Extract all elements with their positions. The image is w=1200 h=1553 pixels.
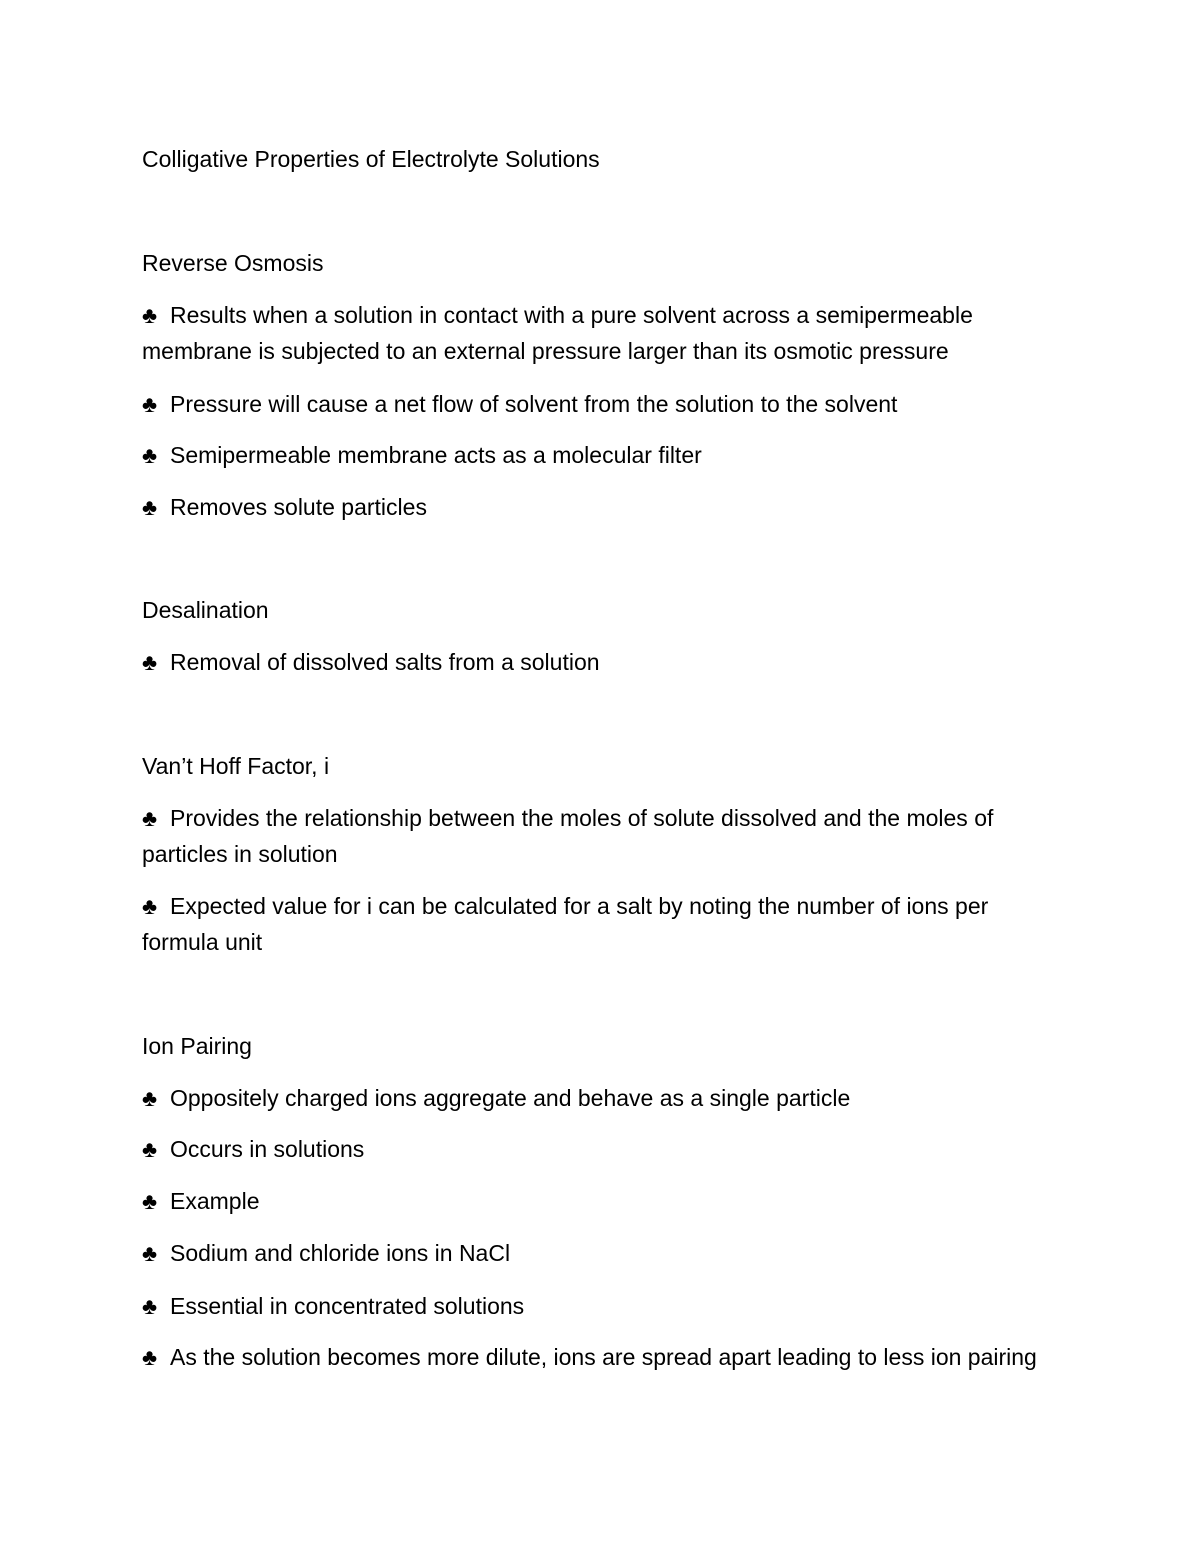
bullet-text: Oppositely charged ions aggregate and behave as a single particle (170, 1085, 851, 1111)
club-bullet-icon: ♣ (142, 494, 158, 520)
bullet-text: Expected value for i can be calculated for a salt by noting the number of ions per formula unit (142, 893, 989, 955)
bullet-text: As the solution becomes more dilute, ions are spread apart leading to less ion pairing (170, 1344, 1037, 1370)
bullet-text: Semipermeable membrane acts as a molecular filter (170, 442, 702, 468)
club-bullet-icon: ♣ (142, 893, 158, 919)
bullet-item (142, 1339, 1062, 1375)
document-title: Colligative Properties of Electrolyte Solutions (142, 146, 600, 172)
bullet-item (142, 800, 1062, 872)
bullet-item (142, 386, 1062, 422)
bullet-item (142, 489, 1062, 525)
club-bullet-icon: ♣ (142, 442, 158, 468)
club-bullet-icon: ♣ (142, 1136, 158, 1162)
bullet-item (142, 1235, 1062, 1271)
bullet-item (142, 1183, 1062, 1219)
bullet-text: Removes solute particles (170, 494, 427, 520)
bullet-item (142, 1080, 1062, 1116)
bullet-text: Example (170, 1188, 260, 1214)
bullet-text: Pressure will cause a net flow of solvent from the solution to the solvent (170, 391, 898, 417)
section-heading-desalination: Desalination (142, 597, 269, 623)
club-bullet-icon: ♣ (142, 1240, 158, 1266)
bullet-item (142, 297, 1062, 369)
bullet-text: Provides the relationship between the moles of solute dissolved and the moles of particles in solution (142, 805, 994, 867)
bullet-item (142, 888, 1062, 960)
club-bullet-icon: ♣ (142, 649, 158, 675)
bullet-text: Removal of dissolved salts from a solution (170, 649, 600, 675)
club-bullet-icon: ♣ (142, 805, 158, 831)
club-bullet-icon: ♣ (142, 1188, 158, 1214)
club-bullet-icon: ♣ (142, 391, 158, 417)
club-bullet-icon: ♣ (142, 302, 158, 328)
bullet-text: Occurs in solutions (170, 1136, 365, 1162)
bullet-text: Sodium and chloride ions in NaCl (170, 1240, 511, 1266)
section-heading-ion-pairing: Ion Pairing (142, 1033, 252, 1059)
bullet-item (142, 1131, 1062, 1167)
club-bullet-icon: ♣ (142, 1293, 158, 1319)
club-bullet-icon: ♣ (142, 1344, 158, 1370)
bullet-text: Essential in concentrated solutions (170, 1293, 525, 1319)
section-heading-vant-hoff-factor: Van’t Hoff Factor, i (142, 753, 330, 779)
club-bullet-icon: ♣ (142, 1085, 158, 1111)
bullet-item (142, 437, 1062, 473)
bullet-text: Results when a solution in contact with a pure solvent across a semipermeable membrane is subjected to an external pressure larger than its osmotic pressure (142, 302, 973, 364)
section-heading-reverse-osmosis: Reverse Osmosis (142, 250, 324, 276)
bullet-item (142, 644, 1062, 680)
bullet-item (142, 1288, 1062, 1324)
